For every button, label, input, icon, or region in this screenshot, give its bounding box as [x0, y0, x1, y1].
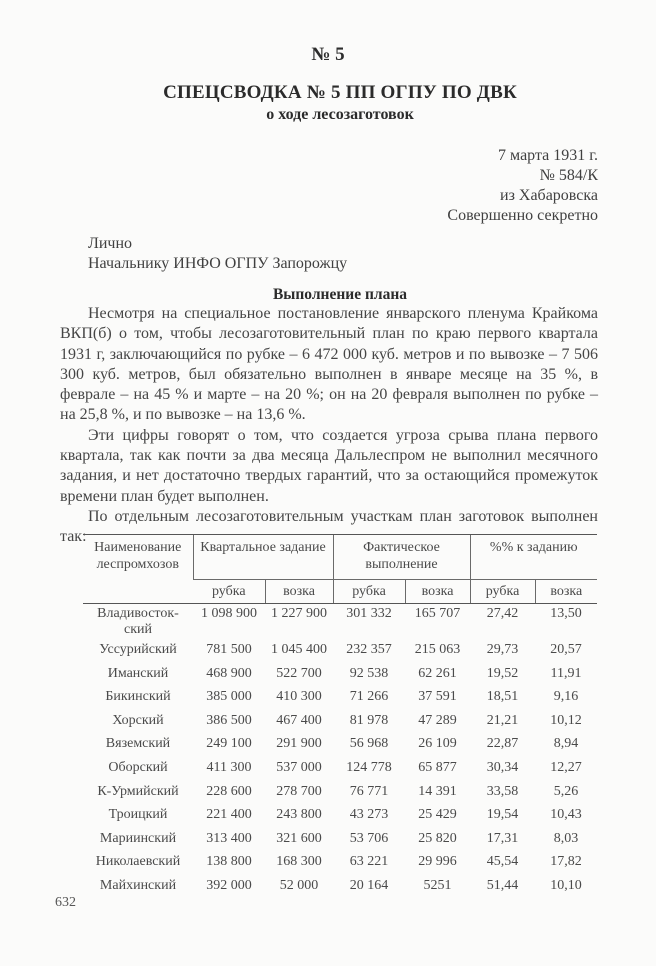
percent-haul-cell: 11,91 [550, 665, 582, 681]
quarterly-cut-cell: 313 400 [206, 830, 252, 846]
enterprise-name-cell: Иманский [107, 665, 169, 681]
actual-haul-cell: 37 591 [418, 689, 457, 705]
table-row [83, 876, 597, 900]
enterprise-name-cell: Бикинский [105, 689, 171, 705]
quarterly-cut-cell: 411 300 [206, 759, 252, 775]
quarterly-cut-cell: 228 600 [206, 783, 252, 799]
enterprise-name-cell: Вяземский [105, 736, 171, 752]
actual-cut-cell: 81 978 [349, 712, 389, 728]
percent-haul-cell: 9,16 [553, 689, 579, 705]
actual-haul-cell: 5251 [423, 877, 452, 893]
percent-cut-cell: 22,87 [486, 736, 519, 752]
actual-cut-cell: 124 778 [346, 759, 392, 775]
section-heading: Выполнение плана [272, 286, 408, 303]
quarterly-haul-cell: 291 900 [276, 736, 322, 752]
table-row [83, 711, 597, 735]
quarterly-cut-cell: 221 400 [206, 807, 252, 823]
quarterly-haul-cell: 1 227 900 [271, 606, 327, 621]
percent-haul-cell: 12,27 [550, 759, 582, 775]
enterprise-name-cell: Николаевский [95, 854, 181, 870]
enterprise-name-cell: Мариинский [99, 830, 177, 846]
table-row [83, 758, 597, 782]
table-row [83, 829, 597, 853]
actual-cut-cell: 92 538 [349, 665, 389, 681]
paragraph: Эти цифры говорят о том, что создается угроза срыва плана первого квартала, так как почти за два месяца Дальлеспром не выполнил месячного задания, и нет достаточно твердых гарантий, что за остающийся промежуток времени план будет выполнен. [60, 426, 598, 505]
actual-cut-cell: 76 771 [349, 783, 389, 799]
quarterly-haul-cell: 522 700 [276, 665, 322, 681]
actual-cut-cell: 71 266 [349, 689, 389, 705]
percent-haul-cell: 8,03 [553, 830, 579, 846]
percent-haul-cell: 20,57 [550, 642, 582, 657]
subheader-actual-haul: возка [405, 580, 470, 604]
table-body [83, 604, 597, 900]
logging-plan-table [83, 534, 597, 900]
table-row [83, 640, 597, 664]
enterprise-name-cell: Оборский [108, 759, 168, 775]
subheader-percent-cut: рубка [470, 580, 535, 604]
table-row [83, 687, 597, 711]
table-header-row [83, 535, 597, 580]
subheader-quarterly-cut: рубка [193, 580, 265, 604]
percent-cut-cell: 29,73 [486, 642, 519, 657]
quarterly-haul-cell: 537 000 [276, 759, 322, 775]
quarterly-haul-cell: 321 600 [276, 830, 322, 846]
quarterly-haul-cell: 278 700 [276, 783, 322, 799]
percent-haul-cell: 10,10 [550, 877, 582, 893]
enterprise-name-cell: Майхинский [99, 877, 177, 893]
actual-haul-cell: 25 820 [418, 830, 457, 846]
percent-cut-cell: 30,34 [486, 759, 519, 775]
table-row [83, 664, 597, 688]
addressee-line-personal: Лично [88, 235, 133, 252]
actual-haul-cell: 25 429 [418, 807, 457, 823]
subheader-percent-haul: возка [535, 580, 597, 604]
enterprise-name-cell: Троицкий [108, 807, 168, 823]
quarterly-haul-cell: 1 045 400 [271, 642, 327, 657]
document-title: СПЕЦСВОДКА № 5 ПП ОГПУ ПО ДВК [163, 82, 517, 103]
paragraph: Несмотря на специальное постановление январского пленума Крайкома ВКП(б) о том, чтобы лесозаготовительный план по краю первого квартала 1931 г, заключающийся по рубке – 6 472 000 куб. метров и по вывозке – 7 506 300 куб. метров, был обязательно выполнен в январе месяце на 35 %, в феврале – на 45 % и марте – на 20 %; он на 20 февраля выполнен по рубке – на 25,8 %, и по вывозке – на 13,6 %. [60, 305, 598, 424]
percent-cut-cell: 33,58 [486, 783, 519, 799]
quarterly-cut-cell: 781 500 [206, 642, 252, 657]
quarterly-cut-cell: 1 098 900 [201, 606, 257, 621]
actual-haul-cell: 14 391 [418, 783, 457, 799]
percent-haul-cell: 5,26 [553, 783, 579, 799]
actual-haul-cell: 62 261 [418, 665, 457, 681]
actual-haul-cell: 26 109 [418, 736, 457, 752]
header-enterprise-name: Наименование леспромхозов [83, 535, 193, 604]
percent-haul-cell: 13,50 [550, 606, 582, 621]
percent-haul-cell: 17,82 [550, 854, 582, 870]
actual-cut-cell: 53 706 [349, 830, 389, 846]
header-percent-of-target: %% к заданию [470, 535, 597, 580]
actual-cut-cell: 232 357 [346, 642, 392, 657]
quarterly-haul-cell: 410 300 [276, 689, 322, 705]
quarterly-cut-cell: 468 900 [206, 665, 252, 681]
actual-haul-cell: 165 707 [414, 606, 461, 621]
quarterly-haul-cell: 52 000 [279, 877, 319, 893]
actual-haul-cell: 29 996 [418, 854, 457, 870]
quarterly-haul-cell: 467 400 [276, 712, 322, 728]
registration-number: № 584/К [539, 167, 598, 184]
actual-cut-cell: 56 968 [349, 736, 389, 752]
quarterly-cut-cell: 249 100 [206, 736, 252, 752]
enterprise-name-cell: Владивосток-ский [97, 606, 179, 637]
document-subtitle: о ходе лесозаготовок [266, 106, 414, 123]
enterprise-name-cell: К-Урмийский [97, 783, 179, 799]
body-text [60, 304, 598, 548]
table-row [83, 852, 597, 876]
percent-cut-cell: 19,54 [486, 807, 519, 823]
percent-cut-cell: 51,44 [486, 877, 519, 893]
actual-haul-cell: 65 877 [418, 759, 457, 775]
percent-cut-cell: 27,42 [486, 606, 519, 621]
actual-cut-cell: 63 221 [349, 854, 389, 870]
actual-cut-cell: 43 273 [349, 807, 389, 823]
percent-cut-cell: 45,54 [486, 854, 519, 870]
addressee-block [88, 234, 347, 274]
enterprise-name-cell: Хорский [112, 712, 164, 728]
quarterly-cut-cell: 385 000 [206, 689, 252, 705]
classification-label: Совершенно секретно [447, 207, 598, 224]
percent-haul-cell: 10,12 [550, 712, 582, 728]
percent-haul-cell: 10,43 [550, 807, 582, 823]
percent-haul-cell: 8,94 [553, 736, 579, 752]
actual-cut-cell: 301 332 [346, 606, 392, 621]
actual-haul-cell: 215 063 [414, 642, 461, 657]
header-quarterly-target: Квартальное задание [193, 535, 333, 580]
percent-cut-cell: 17,31 [486, 830, 519, 846]
table-row [83, 734, 597, 758]
document-origin: из Хабаровска [500, 187, 598, 204]
actual-cut-cell: 20 164 [349, 877, 389, 893]
document-number: № 5 [311, 44, 345, 65]
percent-cut-cell: 18,51 [486, 689, 519, 705]
document-meta [447, 146, 598, 226]
quarterly-cut-cell: 386 500 [206, 712, 252, 728]
page-number: 632 [55, 895, 76, 910]
subheader-quarterly-haul: возка [265, 580, 333, 604]
quarterly-cut-cell: 138 800 [206, 854, 252, 870]
header-actual-output: Фактическое выполнение [333, 535, 470, 580]
quarterly-haul-cell: 243 800 [276, 807, 322, 823]
document-date: 7 марта 1931 г. [498, 147, 598, 164]
actual-haul-cell: 47 289 [418, 712, 457, 728]
quarterly-haul-cell: 168 300 [276, 854, 322, 870]
table-row [83, 604, 597, 641]
enterprise-name-cell: Уссурийский [99, 642, 177, 657]
percent-cut-cell: 21,21 [486, 712, 519, 728]
table-row [83, 805, 597, 829]
paragraph: По отдельным лесозаготовительным участкам план заготовок выполнен так: [60, 507, 598, 546]
addressee-line-recipient: Начальнику ИНФО ОГПУ Запорожцу [88, 255, 348, 272]
quarterly-cut-cell: 392 000 [206, 877, 252, 893]
percent-cut-cell: 19,52 [486, 665, 519, 681]
subheader-actual-cut: рубка [333, 580, 405, 604]
table-row [83, 782, 597, 806]
